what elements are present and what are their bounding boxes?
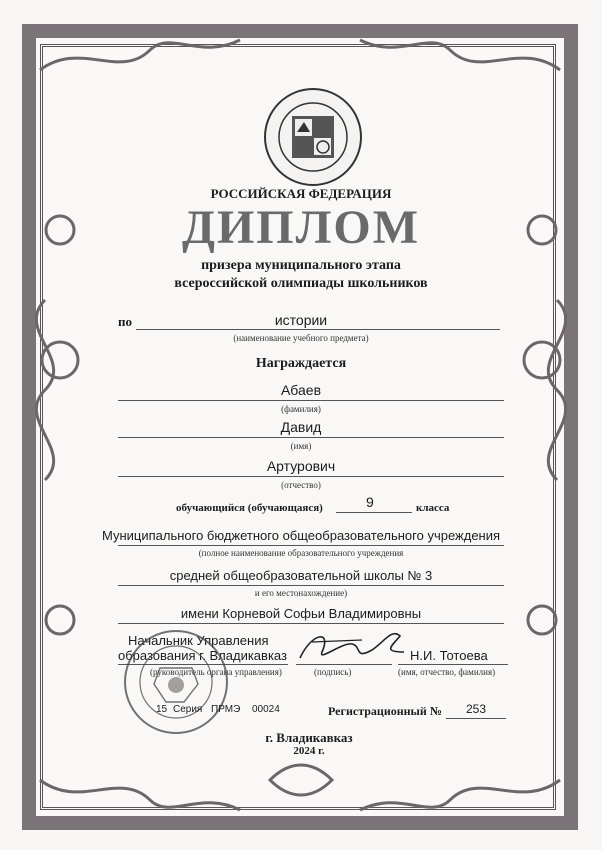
grade-value: 9 [366, 494, 374, 510]
patronymic-caption: (отчество) [281, 480, 321, 490]
school-caption-2: и его местонахождение) [254, 588, 348, 598]
signer-name: Н.И. Тотоева [410, 648, 488, 663]
subject-prefix: по [118, 314, 132, 329]
surname-caption: (фамилия) [281, 404, 321, 414]
grade-underline [336, 512, 412, 513]
name-value: Давид [280, 419, 322, 435]
grade-suffix: класса [416, 502, 450, 514]
school-line-2: средней общеобразовательной школы № 3 [169, 568, 433, 583]
name-underline [118, 437, 504, 438]
signer-name-caption: (имя, отчество, фамилия) [398, 667, 496, 677]
award-heading: Награждается [255, 356, 347, 371]
grade-label: обучающийся (обучающаяся) [176, 502, 323, 514]
school-line-1: Муниципального бюджетного общеобразовательного учреждения [101, 528, 501, 543]
document-title: ДИПЛОМ [181, 201, 421, 254]
patronymic-value: Артурович [266, 458, 336, 474]
olympiad-emblem [262, 86, 364, 188]
signature-caption: (подпись) [314, 667, 352, 677]
serial-number: 00024 [252, 704, 280, 715]
country-name: РОССИЙСКАЯ ФЕДЕРАЦИЯ [210, 186, 392, 201]
school-underline-2 [118, 585, 504, 586]
name-caption: (имя) [290, 441, 312, 451]
surname-value: Абаев [280, 382, 322, 398]
surname-underline [118, 400, 504, 401]
signer-name-underline [398, 664, 508, 665]
signer-title-line-2: образования г. Владикавказ [118, 648, 287, 663]
registration-number: 253 [466, 702, 487, 716]
year: 2024 г. [293, 745, 325, 757]
subject-value: истории [274, 312, 328, 328]
org-caption: (руководитель органа управления) [150, 667, 282, 677]
serial-code: ПРМЭ [211, 704, 241, 715]
handwritten-signature [292, 622, 412, 668]
serial-prefix: 15 [156, 704, 168, 715]
patronymic-underline [118, 476, 504, 477]
city: г. Владикавказ [265, 730, 353, 745]
signer-title-line-1: Начальник Управления [128, 633, 269, 648]
subtitle-line-1: призера муниципального этапа [201, 258, 401, 273]
school-line-3: имени Корневой Софьи Владимировны [180, 606, 422, 621]
registration-label: Регистрационный № [328, 704, 442, 718]
school-caption-1: (полное наименование образовательного учреждения [198, 548, 404, 558]
school-underline-1 [118, 545, 504, 546]
subject-underline [136, 329, 500, 330]
official-seal [122, 628, 230, 736]
signature-underline [296, 664, 392, 665]
serial-label: Серия [173, 704, 203, 715]
subtitle-line-2: всероссийской олимпиады школьников [174, 276, 428, 291]
registration-underline [446, 718, 506, 719]
subject-caption: (наименование учебного предмета) [233, 333, 369, 343]
